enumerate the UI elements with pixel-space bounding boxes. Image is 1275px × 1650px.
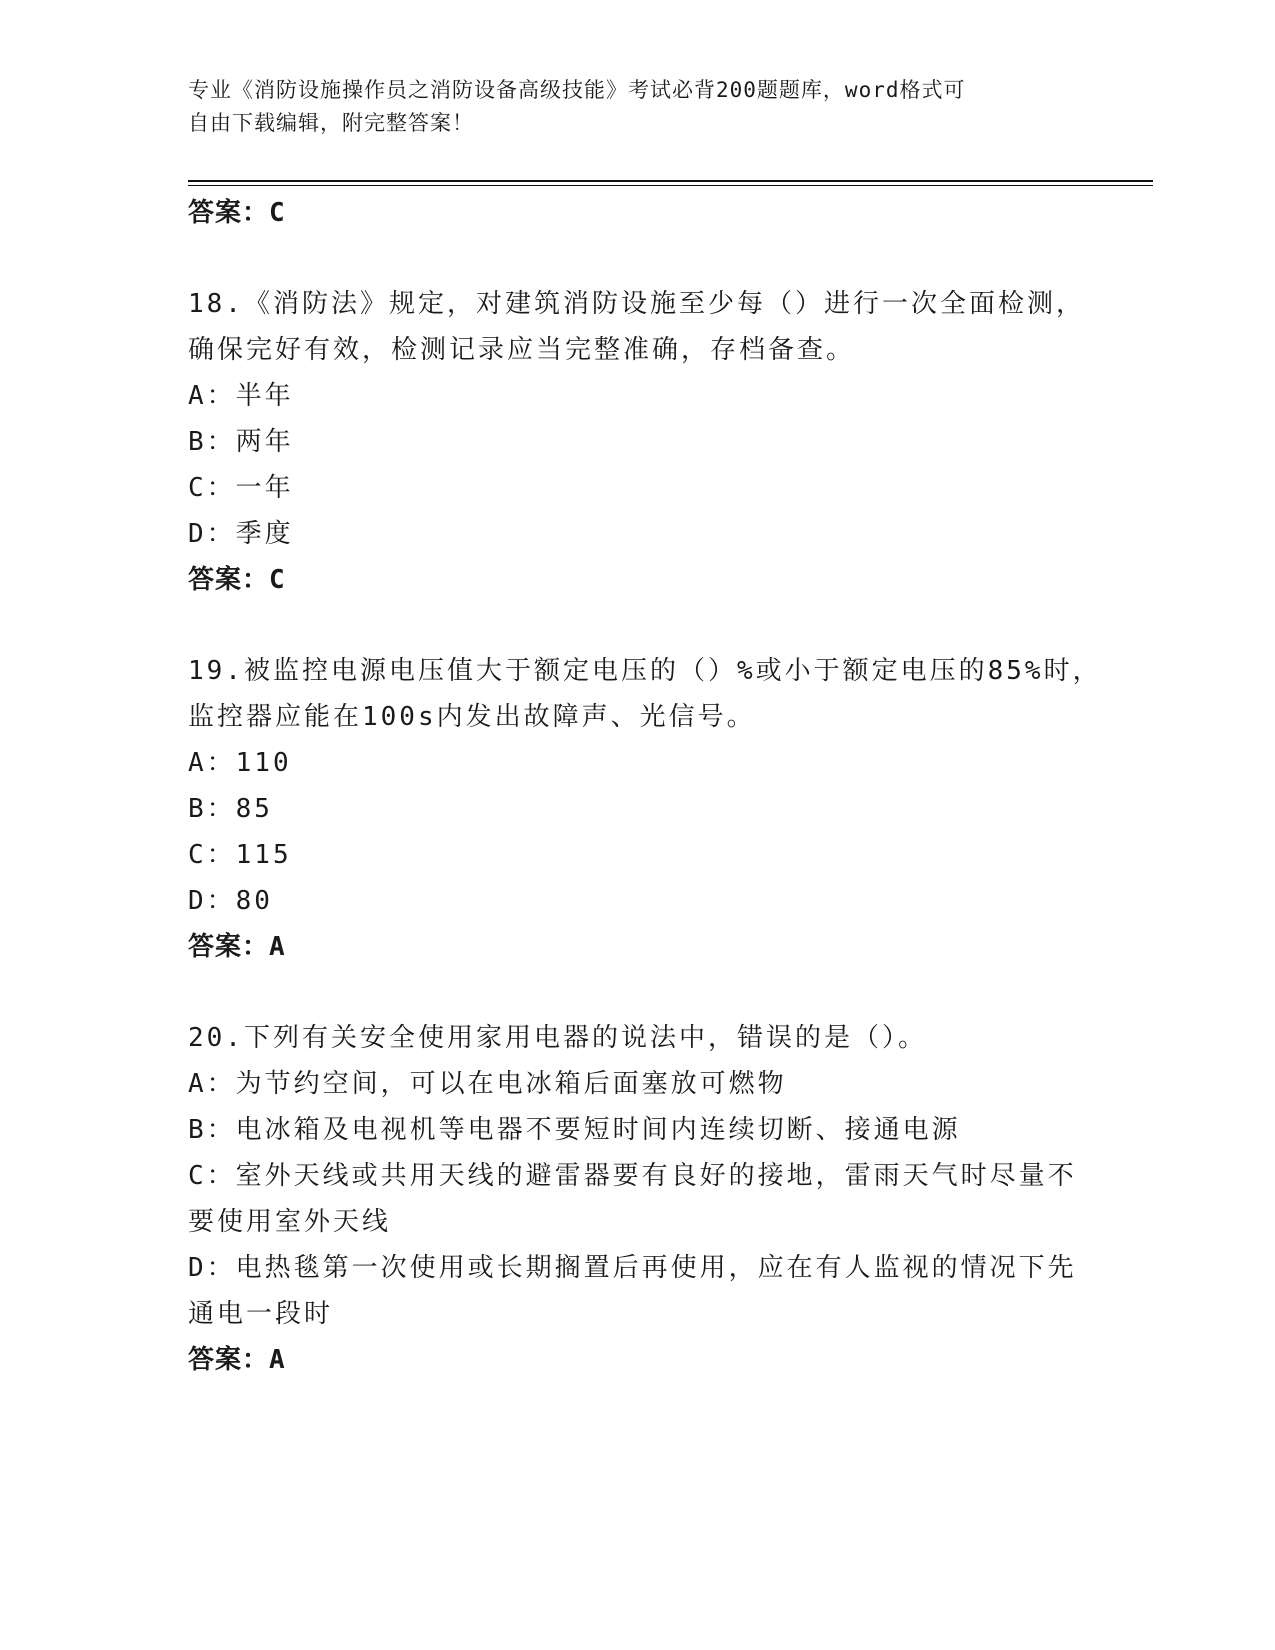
option-line: 通电一段时 <box>188 1299 334 1329</box>
answer-line: 答案：C <box>188 198 286 228</box>
question-stem <box>188 648 1102 740</box>
option-line: 要使用室外天线 <box>188 1207 392 1237</box>
header-line-2: 自由下载编辑，附完整答案！ <box>188 111 474 135</box>
question-stem <box>188 281 1088 373</box>
option-c <box>188 465 1088 511</box>
question-stem-line: 20.下列有关安全使用家用电器的说法中，错误的是（）。 <box>188 1023 927 1053</box>
header-line-1: 专业《消防设施操作员之消防设备高级技能》考试必背200题题库，word格式可 <box>188 78 966 102</box>
spacer <box>188 236 1088 281</box>
option-c <box>188 1153 1088 1245</box>
question-stem-line: 18.《消防法》规定，对建筑消防设施至少每（）进行一次全面检测， <box>188 289 1085 319</box>
question-list <box>188 190 1102 1383</box>
option-line: B：两年 <box>188 427 294 457</box>
document-header <box>188 74 1088 140</box>
option-line: A：半年 <box>188 381 294 411</box>
option-line: D：80 <box>188 886 273 916</box>
question-stem-line: 监控器应能在100s内发出故障声、光信号。 <box>188 702 756 732</box>
option-b <box>188 419 1088 465</box>
header-divider-thin <box>188 185 1153 186</box>
option-d <box>188 511 1088 557</box>
option-d <box>188 1245 1088 1337</box>
option-d <box>188 878 1088 924</box>
header-divider-thick <box>188 180 1153 182</box>
spacer <box>188 603 1088 648</box>
option-line: C：115 <box>188 840 292 870</box>
option-b <box>188 786 1088 832</box>
option-a <box>188 740 1088 786</box>
question-stem-line: 确保完好有效，检测记录应当完整准确，存档备查。 <box>188 335 856 365</box>
question-stem-line: 19.被监控电源电压值大于额定电压的（）%或小于额定电压的85%时， <box>188 656 1102 686</box>
option-b <box>188 1107 1088 1153</box>
answer-line: 答案：A <box>188 1345 286 1375</box>
answer-line: 答案：C <box>188 565 286 595</box>
option-line: D：季度 <box>188 519 294 549</box>
option-line: C：室外天线或共用天线的避雷器要有良好的接地，雷雨天气时尽量不 <box>188 1161 1077 1191</box>
option-line: B：85 <box>188 794 273 824</box>
option-line: D：电热毯第一次使用或长期搁置后再使用，应在有人监视的情况下先 <box>188 1253 1077 1283</box>
answer-line: 答案：A <box>188 932 286 962</box>
option-c <box>188 832 1088 878</box>
option-a <box>188 1061 1088 1107</box>
option-line: A：110 <box>188 748 292 778</box>
option-line: C：一年 <box>188 473 294 503</box>
option-a <box>188 373 1088 419</box>
option-line: B：电冰箱及电视机等电器不要短时间内连续切断、接通电源 <box>188 1115 961 1145</box>
question-stem <box>188 1015 1088 1061</box>
option-line: A：为节约空间，可以在电冰箱后面塞放可燃物 <box>188 1069 787 1099</box>
spacer <box>188 970 1088 1015</box>
